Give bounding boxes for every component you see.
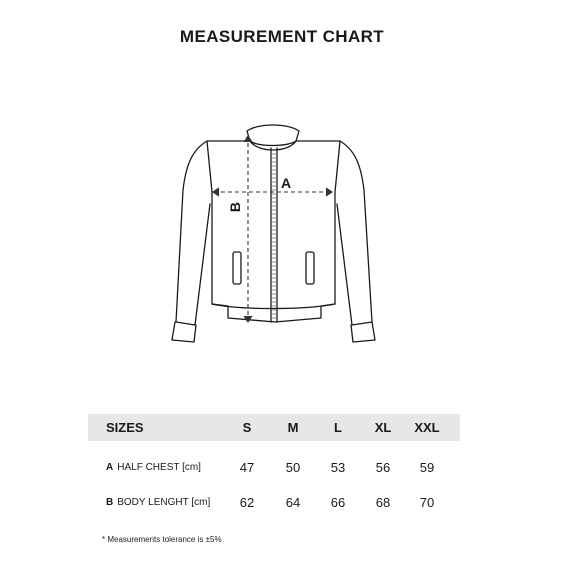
left-pocket [233,252,241,284]
body-right-outline [275,141,340,322]
table-row [88,454,460,480]
row-code: B [106,496,114,508]
right-pocket [306,252,314,284]
label-a: A [280,175,292,191]
table-cell: 64 [285,494,301,510]
table-cell: 47 [239,459,255,475]
table-cell: 68 [375,494,391,510]
measure-b-line [244,136,252,322]
table-cell: 62 [239,494,255,510]
table-cell: 59 [419,459,435,475]
table-cell: 53 [330,459,346,475]
row-code: A [106,461,114,473]
measure-a-line [213,188,332,196]
body-left-outline [207,141,275,322]
left-sleeve [176,141,210,325]
size-m: M [287,420,299,435]
size-xl: XL [374,420,392,435]
size-table [88,414,460,515]
size-xxl: XXL [414,420,440,435]
table-cell: 66 [330,494,346,510]
tolerance-note: * Measurements tolerance is ±5% [102,535,222,544]
collar-outline [247,125,299,146]
table-row [88,489,460,515]
size-s: S [242,420,252,435]
row-name: BODY LENGHT [cm] [117,496,211,508]
table-cell: 50 [285,459,301,475]
page-title: MEASUREMENT CHART [179,27,385,46]
row-label [106,454,201,480]
row-label [106,489,210,515]
right-sleeve [337,141,372,325]
row-name: HALF CHEST [cm] [117,461,201,473]
table-cell: 56 [375,459,391,475]
table-cell: 70 [419,494,435,510]
label-b: B [227,201,243,213]
sizes-heading: SIZES [106,420,144,435]
table-header-row [88,414,460,441]
size-l: L [334,420,342,435]
